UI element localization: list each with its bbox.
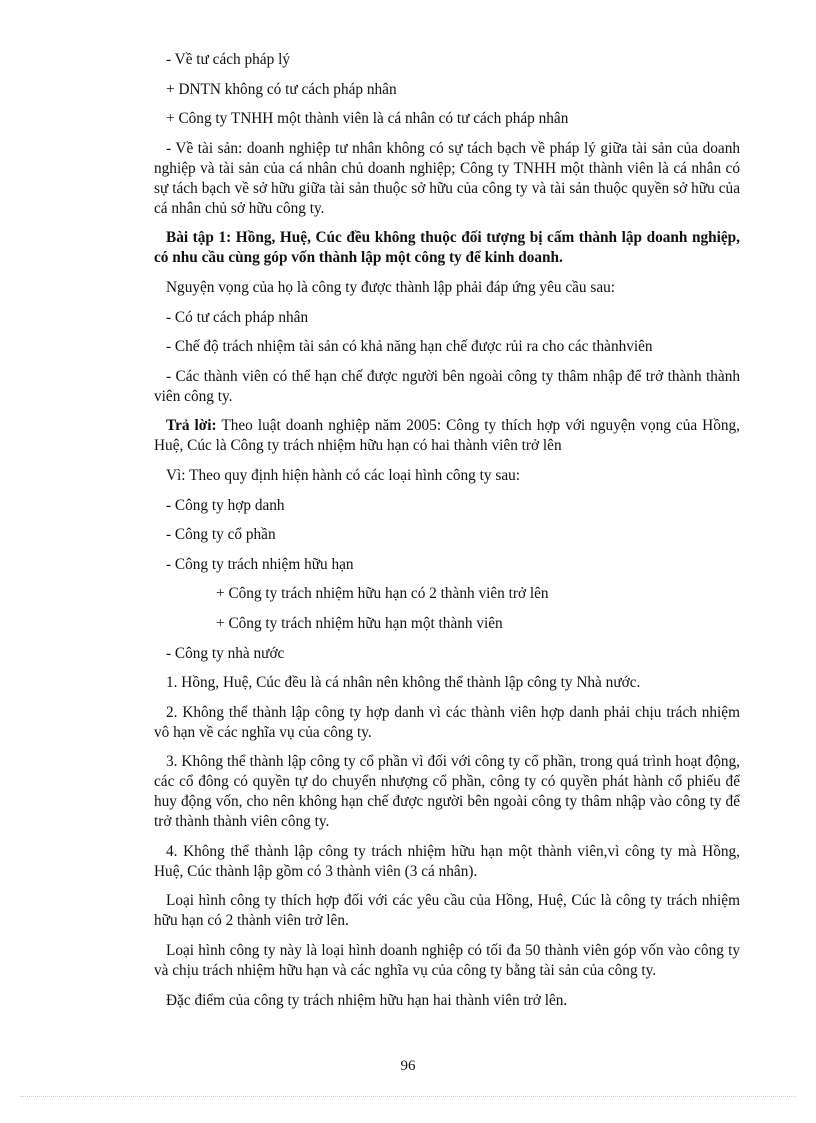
answer-text: Theo luật doanh nghiệp năm 2005: Công ty thích hợp với nguyện vọng của Hồng, Huệ, Cúc là Công ty trách nhiệm hữu hạn có hai thành viên trở lên — [154, 417, 740, 455]
paragraph-description: Loại hình công ty này là loại hình doanh nghiệp có tối đa 50 thành viên góp vốn vào công ty và chịu trách nhiệm hữu hạn và các nghĩa vụ của công ty bằng tài sản của công ty. — [154, 942, 740, 980]
exercise-heading-text: Bài tập 1: Hồng, Huệ, Cúc đều không thuộc đối tượng bị cấm thành lập doanh nghiệp, có nhu cầu cùng góp vốn thành lập một công ty để kinh doanh. — [154, 229, 740, 267]
paragraph-req-2: - Chế độ trách nhiệm tài sản có khả năng hạn chế được rủi ra cho các thànhviên — [166, 338, 653, 356]
reason-4: 4. Không thể thành lập công ty trách nhiệm hữu hạn một thành viên,vì công ty mà Hồng, Huệ, Cúc thành lập gồm có 3 thành viên (3 cá nhân). — [154, 842, 740, 880]
answer-label: Trả lời: — [166, 417, 217, 435]
paragraph-req-1: - Có tư cách pháp nhân — [166, 308, 309, 326]
page-body — [154, 50, 740, 1020]
paragraph-conclusion: Loại hình công ty thích hợp đối với các yêu cầu của Hồng, Huệ, Cúc là công ty trách nhiệm hữu hạn có 2 thành viên trở lên. — [154, 892, 740, 930]
paragraph-characteristics: Đặc điểm của công ty trách nhiệm hữu hạn hai thành viên trở lên. — [166, 991, 568, 1009]
list-item-llc: - Công ty trách nhiệm hữu hạn — [166, 555, 354, 573]
list-subitem-llc-2: + Công ty trách nhiệm hữu hạn có 2 thành viên trở lên — [216, 585, 549, 603]
reason-3: 3. Không thể thành lập công ty cổ phần vì đối với công ty cổ phần, trong quá trình hoạt động, các cổ đông có quyền tự do chuyển nhượng cổ phần, công ty có quyền phát hành cổ phiếu để huy động vốn, cho nên không hạn chế được người bên ngoài công ty thâm nhập vào công ty để trở thành thành viên công ty. — [154, 753, 740, 831]
answer-block — [154, 367, 740, 457]
list-item-partnership: - Công ty hợp danh — [166, 496, 285, 514]
paragraph-dntn: + DNTN không có tư cách pháp nhân — [166, 80, 397, 98]
paragraph-answer — [154, 416, 740, 456]
reason-2: 2. Không thể thành lập công ty hợp danh vì các thành viên hợp danh phải chịu trách nhiệm vô hạn về các nghĩa vụ của công ty. — [154, 703, 740, 741]
list-subitem-llc-1: + Công ty trách nhiệm hữu hạn một thành viên — [216, 614, 503, 632]
reasons-block — [154, 673, 740, 1011]
exercise-heading — [154, 228, 740, 268]
asset-block — [154, 139, 740, 298]
list-item-joint-stock: - Công ty cổ phần — [166, 526, 276, 544]
paragraph-req-3: - Các thành viên có thể hạn chế được người bên ngoài công ty thâm nhập để trở thành thành viên công ty. — [154, 367, 740, 405]
page-bottom-divider — [20, 1096, 796, 1097]
paragraph-assets: - Về tài sản: doanh nghiệp tư nhân không có sự tách bạch về pháp lý giữa tài sản của doanh nghiệp và tài sản của cá nhân chủ doanh nghiệp; Công ty TNHH một thành viên là cá nhân có sự tách bạch về sở hữu giữa tài sản thuộc sở hữu của công ty và tài sản thuộc quyền sở hữu của cá nhân chủ sở hữu công ty. — [154, 139, 740, 217]
paragraph-wishes: Nguyện vọng của họ là công ty được thành lập phải đáp ứng yêu cầu sau: — [166, 278, 616, 296]
reason-1: 1. Hồng, Huệ, Cúc đều là cá nhân nên không thể thành lập công ty Nhà nước. — [166, 674, 641, 692]
paragraph-legal-status: - Về tư cách pháp lý — [166, 51, 290, 68]
paragraph-tnhh: + Công ty TNHH một thành viên là cá nhân có tư cách pháp nhân — [166, 110, 569, 128]
list-item-state: - Công ty nhà nước — [166, 644, 285, 662]
page-number: 96 — [400, 1058, 416, 1074]
paragraph-because: Vì: Theo quy định hiện hành có các loại hình công ty sau: — [166, 466, 521, 484]
